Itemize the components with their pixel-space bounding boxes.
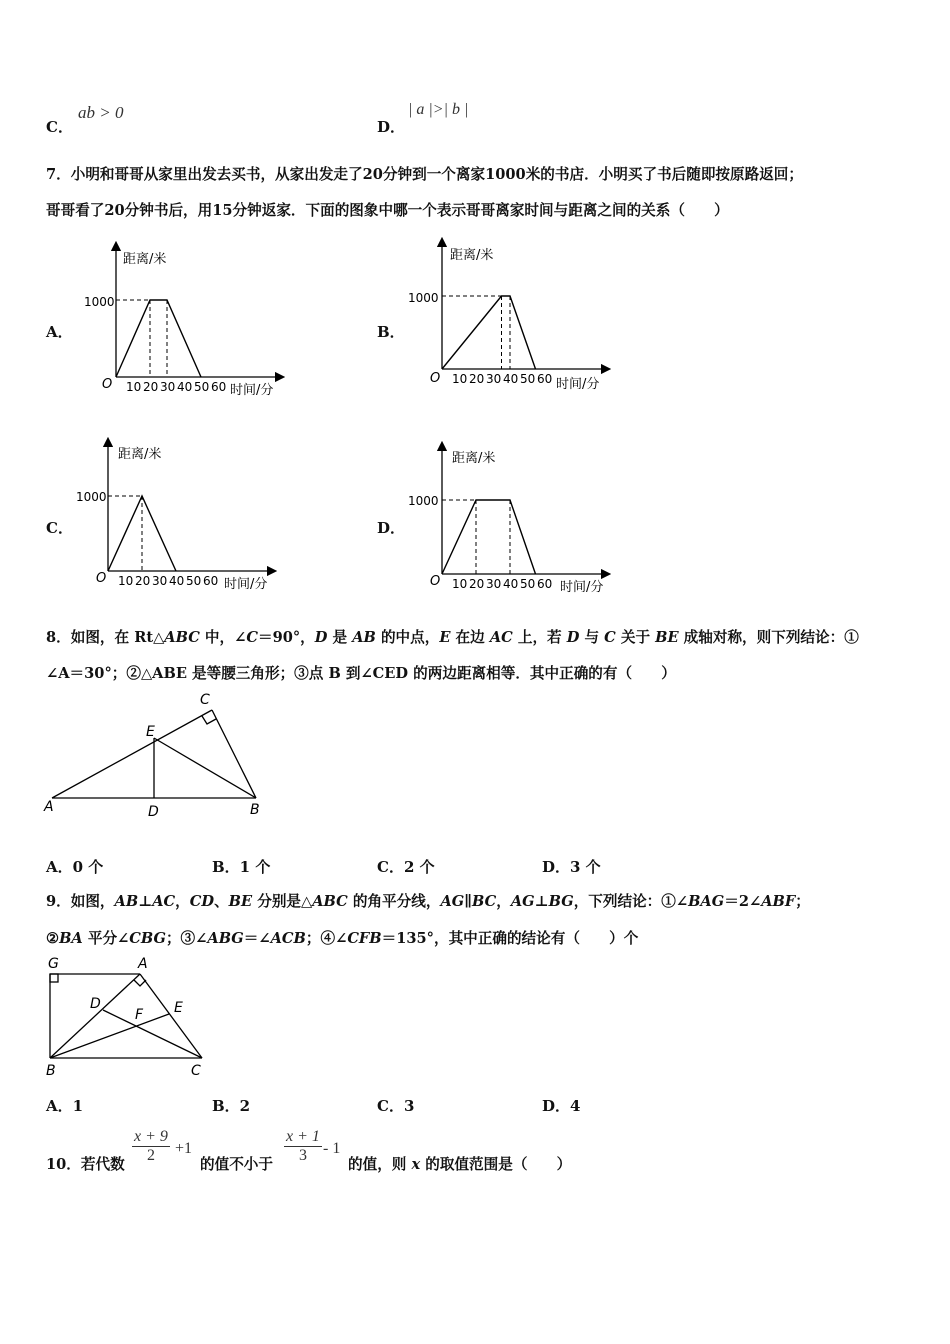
- q10-fraction-1: [132, 1128, 170, 1165]
- graph-c-y-tick: 1000: [76, 490, 107, 504]
- graph-d-x-tick: 60: [537, 577, 553, 591]
- q8-triangle-figure: [40, 686, 280, 822]
- graph-b-y-label: 距离/米: [450, 248, 494, 263]
- graph-a-x-tick: 60: [211, 380, 227, 394]
- q10-fraction-2: [284, 1128, 322, 1165]
- q10-frac1-numerator: x + 9: [134, 1128, 168, 1145]
- q10-frac1-denominator: 2: [146, 1147, 155, 1164]
- q8-point-b: B: [250, 802, 260, 818]
- q9-point-a: A: [138, 956, 148, 972]
- q9-point-f: F: [135, 1007, 144, 1023]
- graph-d-x-tick: 30: [486, 577, 502, 591]
- q10-middle: 的值不小于: [200, 1156, 273, 1173]
- q9-option-d: D．4: [542, 1097, 581, 1115]
- graph-c-x-tick: 50: [186, 574, 202, 588]
- q8-line-2: ∠A＝30°；②△ABE 是等腰三角形；③点 B 到∠CED 的两边距离相等．其中正确的有（ ）: [46, 665, 676, 682]
- q9-option-a: A．1: [46, 1097, 84, 1115]
- q8-point-a: A: [44, 799, 54, 815]
- q9-right-angle-g: [50, 974, 58, 982]
- graph-d-x-tick: 20: [469, 577, 485, 591]
- q9-figure: [40, 952, 220, 1082]
- graph-c-x-tick: 40: [169, 574, 185, 588]
- graph-c-x-tick: 60: [203, 574, 219, 588]
- q6-option-d-label: D．: [377, 118, 406, 136]
- q9-option-b: B．2: [212, 1097, 251, 1115]
- q9-segment-cd: [103, 1010, 202, 1058]
- q7-line-2: 哥哥看了20分钟书后，用15分钟返家．下面的图象中哪一个表示哥哥离家时间与距离之间的关系（ ）: [46, 202, 729, 219]
- graph-d-origin: O: [430, 574, 441, 589]
- q8-option-b: B．1 个: [212, 858, 271, 876]
- graph-b-x-label: 时间/分: [556, 377, 600, 392]
- q10-frac2-numerator: x + 1: [286, 1128, 320, 1145]
- graph-a-x-tick: 10: [126, 380, 142, 394]
- q9-point-g: G: [48, 956, 59, 972]
- q10-prefix: 10．若代数: [46, 1156, 125, 1173]
- q8-option-a: A．0 个: [46, 858, 104, 876]
- graph-b-x-tick: 20: [469, 372, 485, 386]
- graph-d-y-tick: 1000: [408, 494, 439, 508]
- graph-b-x-tick: 40: [503, 372, 519, 386]
- q9-line-1: 9．如图，AB⊥AC，CD、BE 分别是△ABC 的角平分线，AG∥BC，AG⊥BG，下列结论：①∠BAG＝2∠ABF；: [46, 893, 810, 910]
- graph-d: [408, 440, 618, 600]
- q8-right-angle-mark: [202, 716, 216, 724]
- graph-a-x-tick: 40: [177, 380, 193, 394]
- q8-line-1: 8．如图，在 Rt△ABC 中，∠C＝90°，D 是 AB 的中点，E 在边 AC 上，若 D 与 C 关于 BE 成轴对称，则下列结论：①: [46, 629, 859, 646]
- q10-frac2-tail: - 1: [323, 1140, 341, 1157]
- q8-option-d: D．3 个: [542, 858, 601, 876]
- q9-option-c: C．3: [377, 1097, 415, 1115]
- q8-option-c: C．2 个: [377, 858, 435, 876]
- q9-segment-ba: [50, 974, 140, 1058]
- graph-a-origin: O: [102, 377, 113, 392]
- q6-option-c-label: C．: [46, 118, 73, 136]
- graph-d-x-tick: 10: [452, 577, 468, 591]
- graph-d-y-label: 距离/米: [452, 451, 496, 466]
- graph-d-x-tick: 40: [503, 577, 519, 591]
- graph-a-x-tick: 20: [143, 380, 159, 394]
- graph-b-x-tick: 60: [537, 372, 553, 386]
- q10-frac2-denominator: 3: [298, 1147, 307, 1164]
- graph-b-x-tick: 30: [486, 372, 502, 386]
- q9-point-d: D: [90, 996, 101, 1012]
- q8-point-e: E: [146, 724, 155, 740]
- q9-point-c: C: [191, 1063, 201, 1079]
- graph-d-distance-line: [442, 500, 536, 574]
- graph-c-origin: O: [96, 571, 107, 586]
- graph-b-distance-line: [442, 296, 536, 369]
- q7-option-a-label: A．: [46, 323, 73, 341]
- graph-b: [408, 236, 618, 396]
- graph-a-y-tick: 1000: [84, 295, 115, 309]
- graph-d-x-tick: 50: [520, 577, 536, 591]
- q8-point-c: C: [200, 692, 210, 708]
- q6-option-c-math: ab > 0: [78, 103, 124, 122]
- graph-b-x-tick: 10: [452, 372, 468, 386]
- graph-a-x-label: 时间/分: [230, 383, 274, 398]
- q7-line-1: 7．小明和哥哥从家里出发去买书，从家出发走了20分钟到一个离家1000米的书店．小明买了书后随即按原路返回；: [46, 166, 803, 183]
- q10-suffix: 的值，则 x 的取值范围是（ ）: [348, 1156, 572, 1173]
- q9-point-b: B: [46, 1063, 56, 1079]
- graph-b-origin: O: [430, 371, 441, 386]
- graph-c-x-tick: 10: [118, 574, 134, 588]
- q9-segment-be: [50, 1014, 169, 1058]
- q7-option-d-label: D．: [377, 519, 406, 537]
- graph-c-x-tick: 30: [152, 574, 168, 588]
- q9-right-angle-a: [134, 980, 146, 986]
- graph-a-x-tick: 30: [160, 380, 176, 394]
- q7-option-c-label: C．: [46, 519, 73, 537]
- q9-segment-ac: [140, 974, 202, 1058]
- q10-frac1-tail: +1: [175, 1140, 193, 1157]
- graph-a-distance-line: [116, 300, 201, 377]
- graph-b-y-tick: 1000: [408, 291, 439, 305]
- graph-c-x-tick: 20: [135, 574, 151, 588]
- q9-point-e: E: [174, 1000, 183, 1016]
- graph-a: [84, 240, 288, 400]
- graph-c-y-label: 距离/米: [118, 447, 162, 462]
- graph-c: [76, 436, 282, 596]
- q8-segment-ac: [52, 710, 212, 798]
- graph-a-x-tick: 50: [194, 380, 210, 394]
- graph-c-x-label: 时间/分: [224, 577, 268, 592]
- graph-b-x-tick: 50: [520, 372, 536, 386]
- q6-option-d-math: | a |>| b |: [408, 101, 469, 118]
- graph-a-y-label: 距离/米: [123, 252, 167, 267]
- q7-option-b-label: B．: [377, 323, 405, 341]
- graph-d-x-label: 时间/分: [560, 580, 604, 595]
- q8-point-d: D: [148, 804, 159, 820]
- q9-line-2: ②BA 平分∠CBG；③∠ABG＝∠ACB；④∠CFB＝135°，其中正确的结论有（ ）个: [46, 930, 639, 947]
